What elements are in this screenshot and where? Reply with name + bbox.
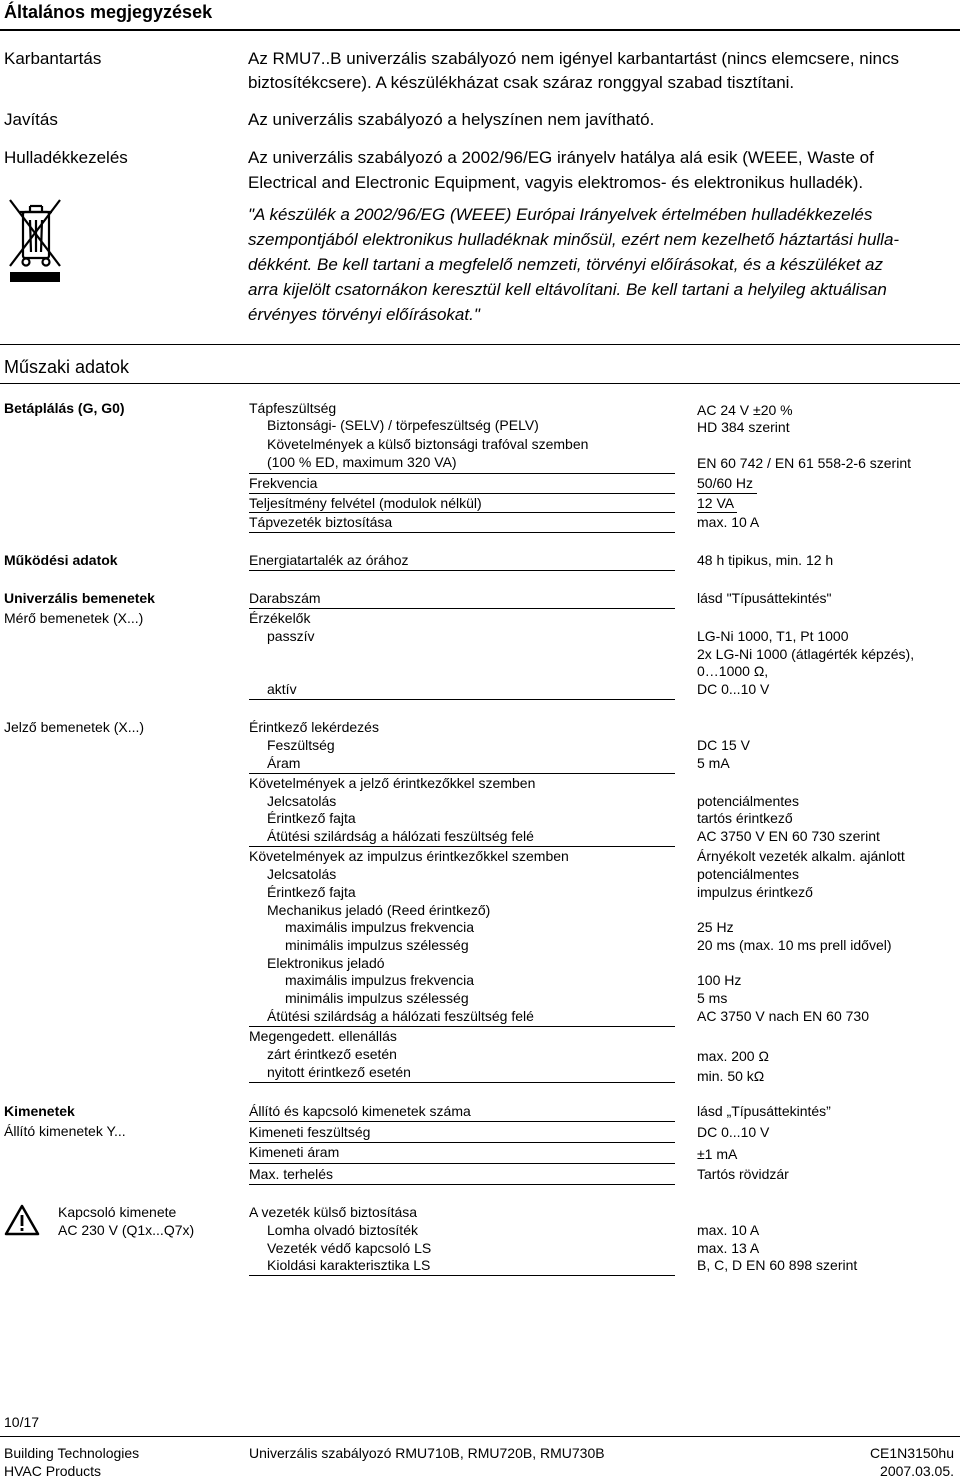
signal-row-label: zárt érintkező esetén — [267, 1046, 397, 1062]
row-separator — [249, 1275, 675, 1276]
section-title-technical: Műszaki adatok — [4, 357, 130, 377]
footer-document-title: Univerzális szabályozó RMU710B, RMU720B, RMU730B — [249, 1445, 605, 1461]
row-separator — [249, 570, 675, 571]
signal-row-label: minimális impulzus szélesség — [285, 937, 469, 953]
signal-row-value: 5 mA — [697, 755, 730, 771]
footer-document-id: CE1N3150hu — [869, 1445, 954, 1461]
operation-value: 48 h tipikus, min. 12 h — [697, 552, 834, 568]
signal-row-label: Jelcsatolás — [267, 793, 337, 809]
row-separator — [249, 1121, 675, 1122]
power-row-value: HD 384 szerint — [697, 419, 790, 435]
signal-row-value: min. 50 kΩ — [697, 1068, 765, 1084]
power-row-value: max. 10 A — [697, 514, 760, 530]
section-divider — [0, 29, 960, 31]
power-row-label: Frekvencia — [249, 475, 318, 491]
row-separator — [249, 532, 675, 533]
signal-row-value: potenciálmentes — [697, 793, 799, 809]
fuse-row-value: max. 13 A — [697, 1240, 760, 1256]
signal-row-label: Követelmények a jelző érintkezőkkel szemben — [249, 775, 536, 791]
signal-row-label: Követelmények az impulzus érintkezőkkel szemben — [249, 848, 569, 864]
row-separator — [249, 608, 675, 609]
section-divider — [0, 344, 960, 345]
maintenance-text-line-1: Az RMU7..B univerzális szabályozó nem igényel karbantartást (nincs elemcsere, nincs — [248, 49, 899, 68]
passive-label: passzív — [267, 628, 315, 644]
warning-triangle-icon — [4, 1204, 40, 1241]
disposal-notice-line-3: dékként. Be kell tartani a megfelelő nemzeti, törvényi előírásokat, és a készüléket az — [248, 255, 883, 274]
outputs-row-value: Tartós rövidzár — [697, 1166, 789, 1182]
row-separator — [249, 699, 675, 700]
outputs-row-label: Kimeneti áram — [249, 1144, 340, 1160]
inputs-heading: Univerzális bemenetek — [4, 590, 155, 606]
signal-row-label: Elektronikus jeladó — [267, 955, 385, 971]
active-value: DC 0...10 V — [697, 681, 770, 697]
disposal-notice-line-4: arra kijelölt csatornákon keresztül kell eltávolítani. Be kell tartani a helyileg aktuálisan — [248, 280, 887, 299]
power-row-label: Teljesítmény felvétel (modulok nélkül) — [249, 495, 482, 511]
fuse-row-label: Vezeték védő kapcsoló LS — [267, 1240, 432, 1256]
signal-row-value: max. 200 Ω — [697, 1048, 769, 1064]
fuse-row-label: Kioldási karakterisztika LS — [267, 1257, 431, 1273]
power-row-label: Biztonsági- (SELV) / törpefeszültség (PELV) — [267, 417, 539, 433]
outputs-row-value: DC 0...10 V — [697, 1124, 770, 1140]
signal-row-label: Átütési szilárdság a hálózati feszültség felé — [267, 1008, 534, 1024]
signal-row-label: minimális impulzus szélesség — [285, 990, 469, 1006]
fuse-row-label: A vezeték külső biztosítása — [249, 1204, 418, 1220]
signal-row-value: 25 Hz — [697, 919, 734, 935]
power-row-label: Tápfeszültség — [249, 400, 337, 416]
outputs-row-label: Állító és kapcsoló kimenetek száma — [249, 1103, 471, 1119]
footer-company: Building Technologies — [4, 1445, 140, 1461]
disposal-notice-line-1: "A készülék a 2002/96/EG (WEEE) Európai Irányelvek értelmében hulladékkezelés — [248, 205, 873, 224]
operation-label: Energiatartalék az órához — [249, 552, 409, 568]
power-row-label: Tápvezeték biztosítása — [249, 514, 393, 530]
repair-label: Javítás — [4, 110, 58, 129]
signal-row-label: Áram — [267, 755, 301, 771]
signal-row-value: 5 ms — [697, 990, 728, 1006]
positioning-outputs-label: Állító kimenetek Y... — [4, 1123, 126, 1139]
row-separator — [249, 1163, 675, 1164]
disposal-text-line-1: Az univerzális szabályozó a 2002/96/EG irányelv hatálya alá esik (WEEE, Waste of — [248, 148, 874, 167]
disposal-notice-line-5: érvényes törvényi előírásokat." — [248, 305, 480, 324]
sensors-label: Érzékelők — [249, 610, 311, 626]
section-title-general: Általános megjegyzések — [4, 2, 213, 22]
row-separator — [697, 512, 737, 513]
outputs-row-label: Max. terhelés — [249, 1166, 334, 1182]
row-separator — [249, 1184, 675, 1185]
row-separator — [249, 512, 675, 513]
outputs-row-value: lásd „Típusáttekintés” — [697, 1103, 831, 1119]
operation-heading: Működési adatok — [4, 552, 118, 568]
row-separator — [249, 473, 675, 474]
power-row-value: 12 VA — [697, 495, 735, 511]
signal-row-label: Átütési szilárdság a hálózati feszültség felé — [267, 828, 534, 844]
power-row-value: 50/60 Hz — [697, 475, 754, 491]
outputs-row-value: ±1 mA — [697, 1146, 738, 1162]
signal-row-value: DC 15 V — [697, 737, 750, 753]
signal-row-value: 100 Hz — [697, 972, 742, 988]
repair-text: Az univerzális szabályozó a helyszínen nem javítható. — [248, 110, 655, 129]
row-separator — [249, 846, 675, 847]
row-separator — [249, 1142, 675, 1143]
row-separator — [249, 493, 675, 494]
row-separator — [249, 1026, 675, 1027]
power-row-value: AC 24 V ±20 % — [697, 402, 793, 418]
measure-inputs-label: Mérő bemenetek (X...) — [4, 610, 144, 626]
section-divider — [0, 383, 960, 384]
power-row-value: EN 60 742 / EN 61 558-2-6 szerint — [697, 455, 912, 471]
signal-row-value: AC 3750 V nach EN 60 730 — [697, 1008, 870, 1024]
signal-row-label: maximális impulzus frekvencia — [285, 972, 475, 988]
footer-divider — [0, 1436, 960, 1437]
signal-row-value: 20 ms (max. 10 ms prell idővel) — [697, 937, 892, 953]
row-separator — [697, 493, 757, 494]
passive-value-line: 2x LG-Ni 1000 (átlagérték képzés), — [697, 646, 915, 662]
signal-row-value: AC 3750 V EN 60 730 szerint — [697, 828, 880, 844]
row-separator — [249, 773, 675, 774]
fuse-row-value: B, C, D EN 60 898 szerint — [697, 1257, 858, 1273]
signal-row-label: Megengedett. ellenállás — [249, 1028, 397, 1044]
maintenance-label: Karbantartás — [4, 49, 102, 68]
passive-value-line: 0…1000 Ω, — [697, 663, 769, 679]
signal-row-value: Árnyékolt vezeték alkalm. ajánlott — [697, 848, 905, 864]
outputs-row-label: Kimeneti feszültség — [249, 1124, 371, 1140]
count-value: lásd "Típusáttekintés" — [697, 590, 832, 606]
active-label: aktív — [267, 681, 297, 697]
signal-row-label: Jelcsatolás — [267, 866, 337, 882]
signal-row-value: potenciálmentes — [697, 866, 799, 882]
crossed-out-wheelie-bin-icon — [6, 196, 64, 291]
power-heading: Betáplálás (G, G0) — [4, 400, 125, 416]
fuse-row-value: max. 10 A — [697, 1222, 760, 1238]
disposal-label: Hulladékkezelés — [4, 148, 128, 167]
signal-row-label: Érintkező fajta — [267, 810, 356, 826]
signal-inputs-label: Jelző bemenetek (X...) — [4, 719, 145, 735]
signal-row-label: maximális impulzus frekvencia — [285, 919, 475, 935]
maintenance-text-line-2: biztosítékcsere). A készülékházat csak száraz ronggyal szabad tisztítani. — [248, 73, 795, 92]
power-row-label: Követelmények a külső biztonsági trafóval szemben — [267, 436, 589, 452]
signal-row-label: Mechanikus jeladó (Reed érintkező) — [267, 902, 491, 918]
count-label: Darabszám — [249, 590, 321, 606]
page-number: 10/17 — [4, 1414, 40, 1430]
fuse-row-label: Lomha olvadó biztosíték — [267, 1222, 418, 1238]
switch-output-label-line: AC 230 V (Q1x...Q7x) — [58, 1222, 195, 1238]
signal-row-value: impulzus érintkező — [697, 884, 813, 900]
power-row-label: (100 % ED, maximum 320 VA) — [267, 454, 457, 470]
passive-value-line: LG-Ni 1000, T1, Pt 1000 — [697, 628, 849, 644]
signal-row-label: nyitott érintkező esetén — [267, 1064, 411, 1080]
signal-row-value: tartós érintkező — [697, 810, 793, 826]
disposal-notice-line-2: szempontjából elektronikus hulladéknak minősül, ezért nem kezelhető háztartási hulla- — [248, 230, 900, 249]
footer-division: HVAC Products — [4, 1463, 101, 1479]
signal-row-label: Feszültség — [267, 737, 335, 753]
switch-output-label-line: Kapcsoló kimenete — [58, 1204, 177, 1220]
signal-row-label: Érintkező fajta — [267, 884, 356, 900]
disposal-text-line-2: Electrical and Electronic Equipment, vagyis elektromos- és elektronikus hulladék). — [248, 173, 864, 192]
row-separator — [249, 1082, 675, 1083]
outputs-heading: Kimenetek — [4, 1103, 75, 1119]
signal-row-label: Érintkező lekérdezés — [249, 719, 379, 735]
footer-date: 2007.03.05. — [880, 1463, 954, 1479]
